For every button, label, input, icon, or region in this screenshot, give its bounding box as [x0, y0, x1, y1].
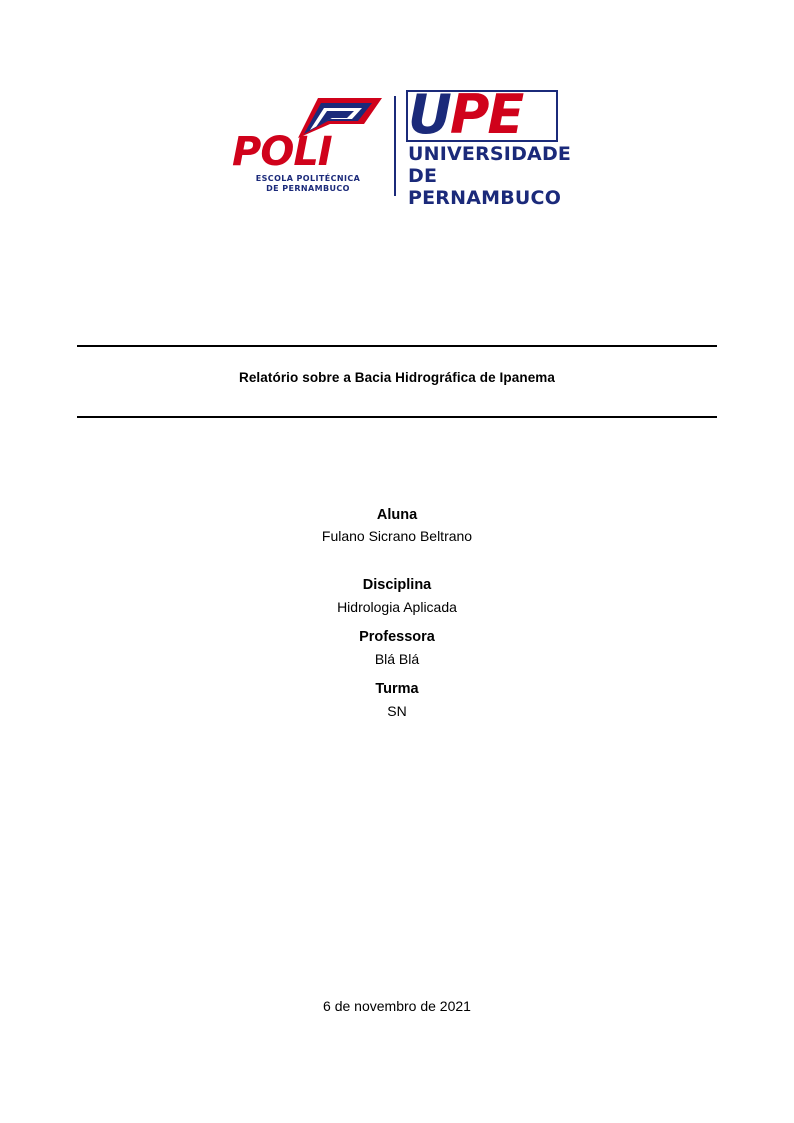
- poli-subtitle: [238, 174, 378, 194]
- class-value: SN: [387, 702, 407, 719]
- title-rule-top: [77, 345, 717, 347]
- title-rule-bottom: [77, 416, 717, 418]
- upe-letter-u: U: [408, 83, 450, 146]
- professor-label: Professora: [359, 629, 435, 646]
- upe-wordmark: [408, 83, 523, 146]
- upe-fullname-line1: UNIVERSIDADE: [408, 143, 572, 165]
- logo-divider: [394, 96, 396, 196]
- upe-fullname: [408, 144, 571, 210]
- logo-wrapper: [232, 83, 572, 209]
- poli-wordmark: POLI: [232, 129, 332, 175]
- course-group: [0, 574, 794, 618]
- institution-logos: [0, 83, 794, 209]
- professor-group: [0, 626, 794, 670]
- poli-subtitle-line1: ESCOLA POLITÉCNICA: [255, 174, 361, 183]
- metadata-block: [0, 504, 794, 723]
- course-name: Hidrologia Aplicada: [337, 598, 457, 615]
- upe-letters-pe: PE: [449, 83, 523, 146]
- poli-subtitle-line2: DE PERNAMBUCO: [266, 184, 350, 193]
- poli-logo: [232, 94, 392, 202]
- professor-name: Blá Blá: [374, 650, 420, 667]
- student-label: Aluna: [376, 507, 418, 523]
- class-label: Turma: [375, 681, 419, 698]
- upe-logo: [404, 83, 572, 209]
- class-group: [0, 678, 794, 722]
- page-title: Relatório sobre a Bacia Hidrográfica de Ipanema: [238, 370, 556, 385]
- student-name: Fulano Sicrano Beltrano: [321, 528, 473, 545]
- student-group: [0, 504, 794, 548]
- document-date: 6 de novembro de 2021: [323, 998, 471, 1014]
- course-label: Disciplina: [362, 577, 432, 594]
- upe-fullname-line2: DE PERNAMBUCO: [408, 164, 562, 209]
